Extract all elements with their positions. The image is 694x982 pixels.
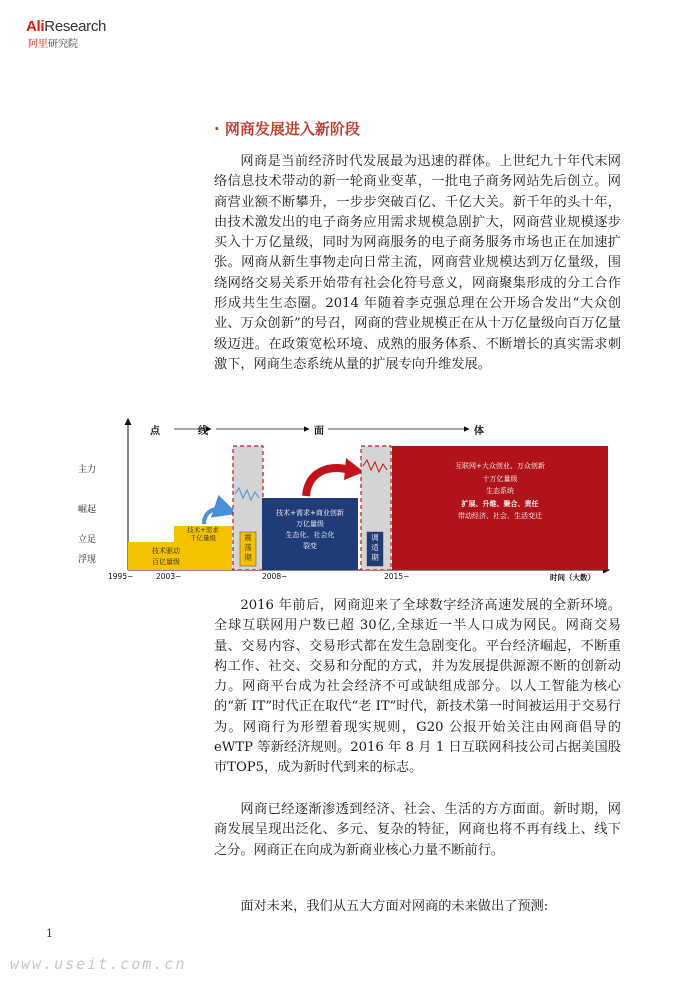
stage4-text: 互联网+大众创业、万众创新 十万亿量级 生态系统 扩展、升维、聚合、责任 带动经济、社会、生活变迁 <box>455 462 545 520</box>
x-tick-2008: 2008~ <box>262 572 288 581</box>
y-label-emerge: 浮现 <box>78 555 97 565</box>
paragraph-2: 2016 年前后，网商迎来了全球数字经济高速发展的全新环境。全球互联网用户数已超 30亿,全球近一半人口成为网民。网商交易量、交易内容、交易形式都在发生急剧变化。平台经济崛起，不断重构工作、社交、交易和分配的方式，并为发展提供源源不断的创新动力。网商平台成为社会经济不可或缺组成部分。以人工智能为核心的“新 IT”时代正在取代“老 IT”时代，新技术第一时间被运用于交易行为。网商行为形塑着现实规则，G20 公报开始关注由网商倡导的 eWTP 等新经济规则。2016 年 8 月 1 日互联网科技公司占据美国股市TOP5，成为新时代到来的标志。 <box>214 598 621 776</box>
x-tick-2015: 2015~ <box>384 572 410 581</box>
growth-arrow-1 <box>204 509 226 524</box>
y-label-rise: 崛起 <box>78 505 97 515</box>
logo-brand-cn: 阿里 <box>28 39 48 50</box>
x-tick-1995: 1995~ <box>108 572 134 581</box>
stage1-text: 技术驱动 百亿量级 <box>152 547 180 566</box>
phase-point: 点 <box>150 426 160 437</box>
logo-institute-cn: 研究院 <box>48 39 78 50</box>
aliresearch-logo <box>26 18 136 54</box>
adjust-label-1: 震荡期 <box>244 533 252 562</box>
adjust-label-2: 调适期 <box>371 533 379 562</box>
section-title: · 网商发展进入新阶段 <box>214 120 360 138</box>
paragraph-1: 网商是当前经济时代发展最为迅速的群体。上世纪九十年代末网络信息技术带动的新一轮商业变革，一批电子商务网站先后创立。网商营业额不断攀升，一步步突破百亿、千亿大关。新千年的头十年，由技术激发出的电子商务应用需求规模急剧扩大，网商营业规模逐步买入十万亿量级，同时为网商服务的电子商务服务市场也正在加速扩张。网商从新生事物走向日常主流，网商营业规模达到万亿量级，围绕网络交易关系开始带有社会化符号意义，网商聚集形成的分工合作形成共生生态圈。2014 年随着李克强总理在公开场合发出“大众创业、万众创新”的号召，网商的营业规模正在从十万亿量级向百万亿量级迈进。在政策宽松环境、成熟的服务体系、不断增长的真实需求刺激下，网商生态系统从量的扩展专向升维发展。 <box>214 154 621 372</box>
y-label-main: 主力 <box>78 465 97 475</box>
watermark: www.useit.com.cn <box>10 955 187 973</box>
growth-arrow-2 <box>306 468 350 496</box>
logo-ali: Ali <box>26 18 45 35</box>
development-stage-diagram <box>70 414 630 588</box>
paragraph-4: 面对未来，我们从五大方面对网商的未来做出了预测: <box>240 899 549 914</box>
phase-body: 体 <box>474 426 484 437</box>
x-tick-2003: 2003~ <box>156 572 182 581</box>
stage3-text: 技术+需求+商业创新 万亿量级 生态化、社会化 裂变 <box>276 509 344 550</box>
page-number: 1 <box>46 927 53 940</box>
x-axis-label: 时间（大数） <box>550 573 595 582</box>
y-label-stand: 立足 <box>78 535 97 545</box>
phase-line: 线 <box>198 426 208 437</box>
phase-surface: 面 <box>314 426 324 437</box>
logo-research: Research <box>44 18 107 35</box>
stage2-text: 技术+需求 千亿量级 <box>187 526 219 542</box>
paragraph-3: 网商已经逐渐渗透到经济、社会、生活的方方面面。新时期，网商发展呈现出泛化、多元、复杂的特征，网商也将不再有线上、线下之分。网商正在向成为新商业核心力量不断前行。 <box>214 802 621 858</box>
